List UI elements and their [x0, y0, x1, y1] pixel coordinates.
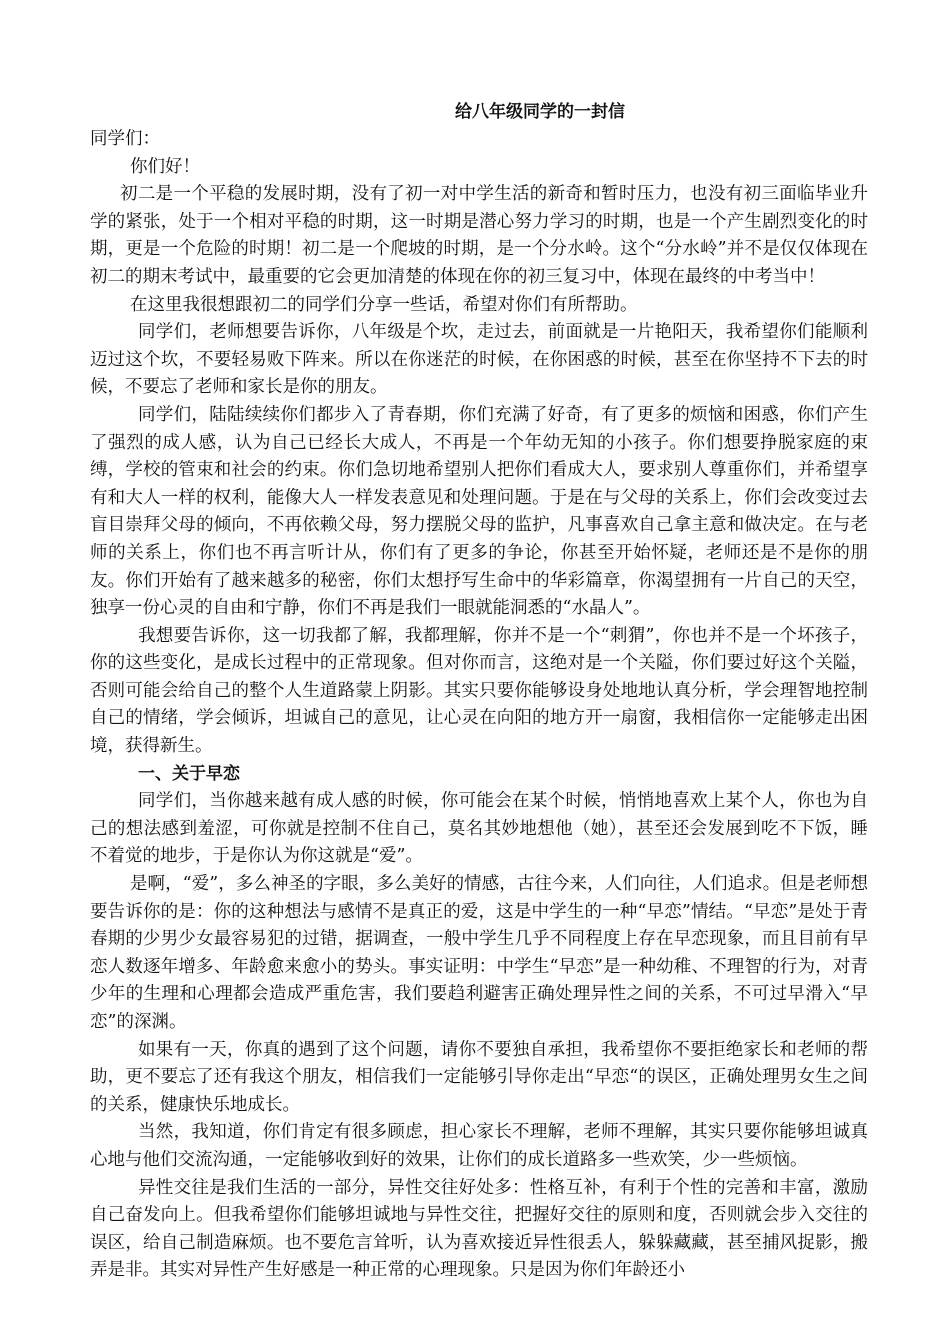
- paragraph: 初二是一个平稳的发展时期，没有了初一对中学生活的新奇和暂时压力，也没有初三面临毕业升学的紧张，处于一个相对平稳的时期，这一时期是潜心努力学习的时期，也是一个产生剧烈变化的时期，更是一个危险的时期！初二是一个爬坡的时期，是一个分水岭。这个“分水岭”并不是仅仅体现在初二的期末考试中，最重要的它会更加清楚的体现在你的初三复习中，体现在最终的中考当中！: [90, 184, 868, 287]
- section-heading: 一、关于早恋: [138, 763, 240, 784]
- letter-page: [90, 98, 868, 1285]
- paragraph: 是啊，“爱”，多么神圣的字眼，多么美好的情感，古往今来，人们向往，人们追求。但是老师想要告诉你的是：你的这种想法与感情不是真正的爱，这是中学生的一种“早恋”情结。“早恋”是处于青春期的少男少女最容易犯的过错，据调查，一般中学生几乎不同程度上存在早恋现象，而且目前有早恋人数逐年增多、年龄愈来愈小的势头。事实证明：中学生“早恋”是一种幼稚、不理智的行为，对青少年的生理和心理都会造成严重危害，我们要趋利避害正确处理异性之间的关系，不可过早滑入“早恋”的深渊。: [90, 874, 868, 1032]
- paragraph: 异性交往是我们生活的一部分，异性交往好处多：性格互补，有利于个性的完善和丰富，激励自己奋发向上。但我希望你们能够坦诚地与异性交往，把握好交往的原则和度，否则就会步入交往的误区，给自己制造麻烦。也不要危言耸听，认为喜欢接近异性很丢人，躲躲藏藏，甚至捕风捉影，搬弄是非。其实对异性产生好感是一种正常的心理现象。只是因为你们年龄还小: [90, 1177, 868, 1281]
- paragraph: 同学们，老师想要告诉你，八年级是个坎，走过去，前面就是一片艳阳天，我希望你们能顺利迈过这个坎，不要轻易败下阵来。所以在你迷茫的时候，在你困惑的时候，甚至在你坚持不下去的时候，不要忘了老师和家长是你的朋友。: [90, 322, 868, 398]
- paragraph: 同学们，当你越来越有成人感的时候，你可能会在某个时候，悄悄地喜欢上某个人，你也为自己的想法感到羞涩，可你就是控制不住自己，莫名其妙地想他（她），甚至还会发展到吃不下饭，睡不着觉的地步，于是你认为你这就是“爱”。: [90, 791, 868, 867]
- paragraph: 如果有一天，你真的遇到了这个问题，请你不要独自承担，我希望你不要拒绝家长和老师的帮助，更不要忘了还有我这个朋友，相信我们一定能够引导你走出“早恋“的误区，正确处理男女生之间的关系，健康快乐地成长。: [90, 1039, 868, 1115]
- paragraph: 在这里我很想跟初二的同学们分享一些话，希望对你们有所帮助。: [130, 294, 638, 315]
- paragraph: 我想要告诉你，这一切我都了解，我都理解，你并不是一个“刺猬”，你也并不是一个坏孩子，你的这些变化，是成长过程中的正常现象。但对你而言，这绝对是一个关隘，你们要过好这个关隘，否则可能会给自己的整个人生道路蒙上阴影。其实只要你能够设身处地地认真分析，学会理智地控制自己的情绪，学会倾诉，坦诚自己的意见，让心灵在向阳的地方开一扇窗，我相信你一定能够走出困境，获得新生。: [90, 625, 868, 757]
- greeting: 你们好！: [130, 156, 200, 177]
- salutation: 同学们：: [90, 129, 160, 149]
- letter-title: 给八年级同学的一封信: [455, 102, 625, 122]
- paragraph: 当然，我知道，你们肯定有很多顾虑，担心家长不理解，老师不理解，其实只要你能够坦诚真心地与他们交流沟通，一定能够收到好的效果，让你们的成长道路多一些欢笑，少一些烦恼。: [90, 1122, 868, 1170]
- paragraph: 同学们，陆陆续续你们都步入了青春期，你们充满了好奇，有了更多的烦恼和困惑，你们产生了强烈的成人感，认为自己已经长大成人，不再是一个年幼无知的小孩子。你们想要挣脱家庭的束缚，学校的管束和社会的约束。你们急切地希望别人把你们看成大人，要求别人尊重你们，并希望享有和大人一样的权利，能像大人一样发表意见和处理问题。于是在与父母的关系上，你们会改变过去盲目崇拜父母的倾向，不再依赖父母，努力摆脱父母的监护，凡事喜欢自己拿主意和做决定。在与老师的关系上，你们也不再言听计从，你们有了更多的争论，你甚至开始怀疑，老师还是不是你的朋友。你们开始有了越来越多的秘密，你们太想抒写生命中的华彩篇章，你渴望拥有一片自己的天空，独享一份心灵的自由和宁静，你们不再是我们一眼就能洞悉的“水晶人”。: [90, 404, 868, 619]
